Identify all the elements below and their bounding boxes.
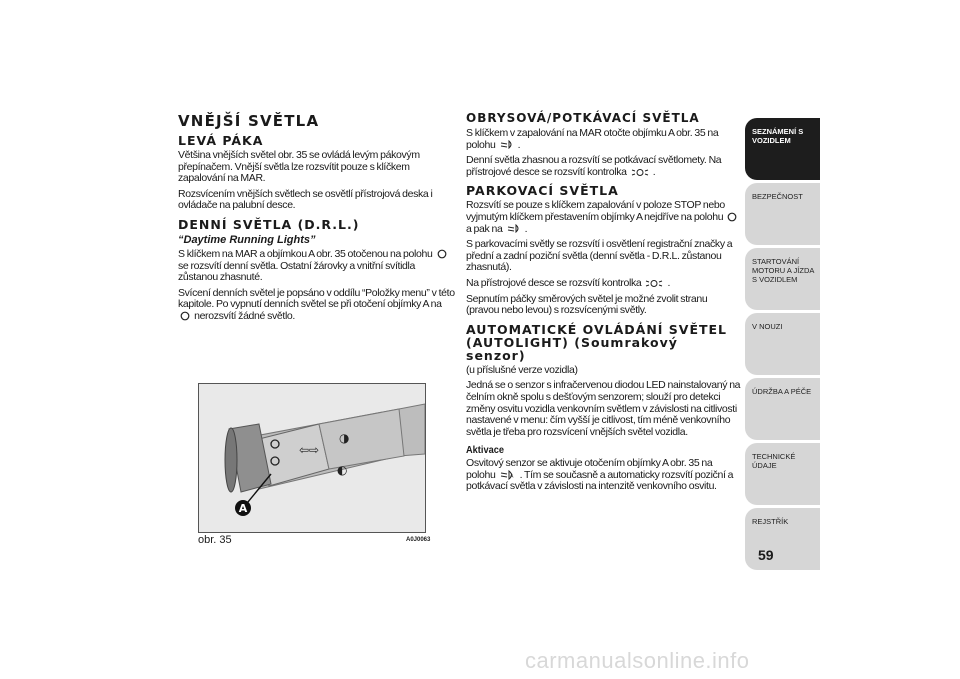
watermark: carmanualsonline.info: [525, 648, 750, 673]
subheading-drl: “Daytime Running Lights”: [178, 233, 316, 246]
svg-text:◐: ◐: [337, 463, 348, 477]
tab-technical-data[interactable]: TECHNICKÉ ÚDAJE: [745, 443, 820, 505]
left-column: [178, 112, 456, 327]
figure-caption: obr. 35: [198, 534, 232, 546]
right-column: [466, 112, 742, 497]
lever-figure: [198, 383, 426, 533]
paragraph: S klíčkem v zapalování na MAR otočte objímku A obr. 35 na polohu .: [466, 127, 719, 151]
subheading-version: (u příslušné verze vozidla): [466, 363, 578, 376]
chapter-tabs: [745, 118, 820, 573]
position-lights-icon: [631, 168, 649, 177]
section-title-exterior-lights: VNĚJŠÍ SVĚTLA: [178, 112, 320, 130]
paragraph: S parkovacími světly se rozsvítí i osvětlení registrační značky a přední a zadní poziční světla (denní světla - D.R.L. zůstanou zhasnutá).: [466, 238, 733, 274]
tab-emergency[interactable]: V NOUZI: [745, 313, 820, 375]
paragraph: Sepnutím páčky směrových světel je možné zvolit stranu (pravou nebo levou) s rozsvícenými světly.: [466, 292, 708, 317]
heading-parking-lights: PARKOVACÍ SVĚTLA: [466, 183, 619, 199]
auto-light-icon: [500, 470, 516, 480]
position-lights-icon: [645, 279, 663, 288]
paragraph: Osvitový senzor se aktivuje otočením objímky A obr. 35 na polohu A . Tím se současně a automaticky rozsvítí poziční a potkávací světla v závislosti na intenzitě venkovního osvitu.: [466, 457, 734, 493]
tab-getting-to-know[interactable]: SEZNÁMENÍ S VOZIDLEM: [745, 118, 820, 180]
off-circle-icon: [727, 212, 737, 222]
paragraph: Jedná se o senzor s infračervenou diodou LED nainstalovaný na čelním okně spolu s dešťovým senzorem; slouží pro detekci změny osvitu vozidla venkovním světlem v závislosti na citlivosti nastavené v menu: čím vyšší je citlivost, tím méně venkovního světla je třeba pro rozsvícení vnějších světel vozidla.: [466, 379, 741, 438]
paragraph: Na přístrojové desce se rozsvítí kontrolka .: [466, 276, 671, 289]
paragraph: S klíčkem na MAR a objímkou A obr. 35 otočenou na polohu se rozsvítí denní světla. Ostatní žárovky a vnitřní svítidla zůstanou zhasnuté.: [178, 249, 456, 284]
tab-index[interactable]: REJSTŘÍK: [745, 508, 820, 570]
off-circle-icon: [180, 311, 190, 321]
heading-activation: Aktivace: [466, 444, 505, 457]
heading-autolight: AUTOMATICKÉ OVLÁDÁNÍ SVĚTEL (AUTOLIGHT) (Soumrakový senzor): [466, 321, 728, 363]
paragraph: Rozsvícením vnějších světlech se osvětlí přístrojová deska i ovládače na palubní desce.: [178, 187, 433, 212]
svg-text:A: A: [509, 473, 513, 480]
page-number: 59: [758, 547, 774, 563]
low-beam-icon: [500, 140, 514, 149]
tab-maintenance[interactable]: ÚDRŽBA A PÉČE: [745, 378, 820, 440]
tab-starting-driving[interactable]: STARTOVÁNÍ MOTORU A JÍZDA S VOZIDLEM: [745, 248, 820, 310]
heading-low-beam: OBRYSOVÁ/POTKÁVACÍ SVĚTLA: [466, 111, 700, 125]
callout-a-label: A: [238, 502, 248, 515]
svg-text:◑: ◑: [339, 431, 350, 445]
off-circle-icon: [437, 249, 447, 259]
paragraph: Svícení denních světel je popsáno v oddílu “Položky menu” v této kapitole. Po vypnutí denních světel se při otočení objímky A na nerozsvítí žádné světlo.: [178, 286, 455, 322]
tab-safety[interactable]: BEZPEČNOST: [745, 183, 820, 245]
figure-code: A0J0063: [406, 537, 431, 543]
svg-text:⇦⇨: ⇦⇨: [299, 443, 320, 457]
heading-drl: DENNÍ SVĚTLA (D.R.L.): [178, 216, 360, 232]
paragraph: Denní světla zhasnou a rozsvítí se potkávací světlomety. Na přístrojové desce se rozsvítí kontrolka .: [466, 154, 722, 178]
paragraph: Většina vnějších světel obr. 35 se ovládá levým pákovým přepínačem. Vnější světla lze rozsvítit pouze s klíčkem zapalování na MAR.: [178, 149, 420, 185]
light-lever-illustration: [199, 384, 425, 532]
paragraph: Rozsvítí se pouze s klíčkem zapalování v poloze STOP nebo vyjmutým klíčkem přestavením objímky A nejdříve na polohu a pak na .: [466, 200, 742, 235]
heading-left-lever: LEVÁ PÁKA: [178, 133, 264, 148]
low-beam-icon: [507, 224, 521, 233]
